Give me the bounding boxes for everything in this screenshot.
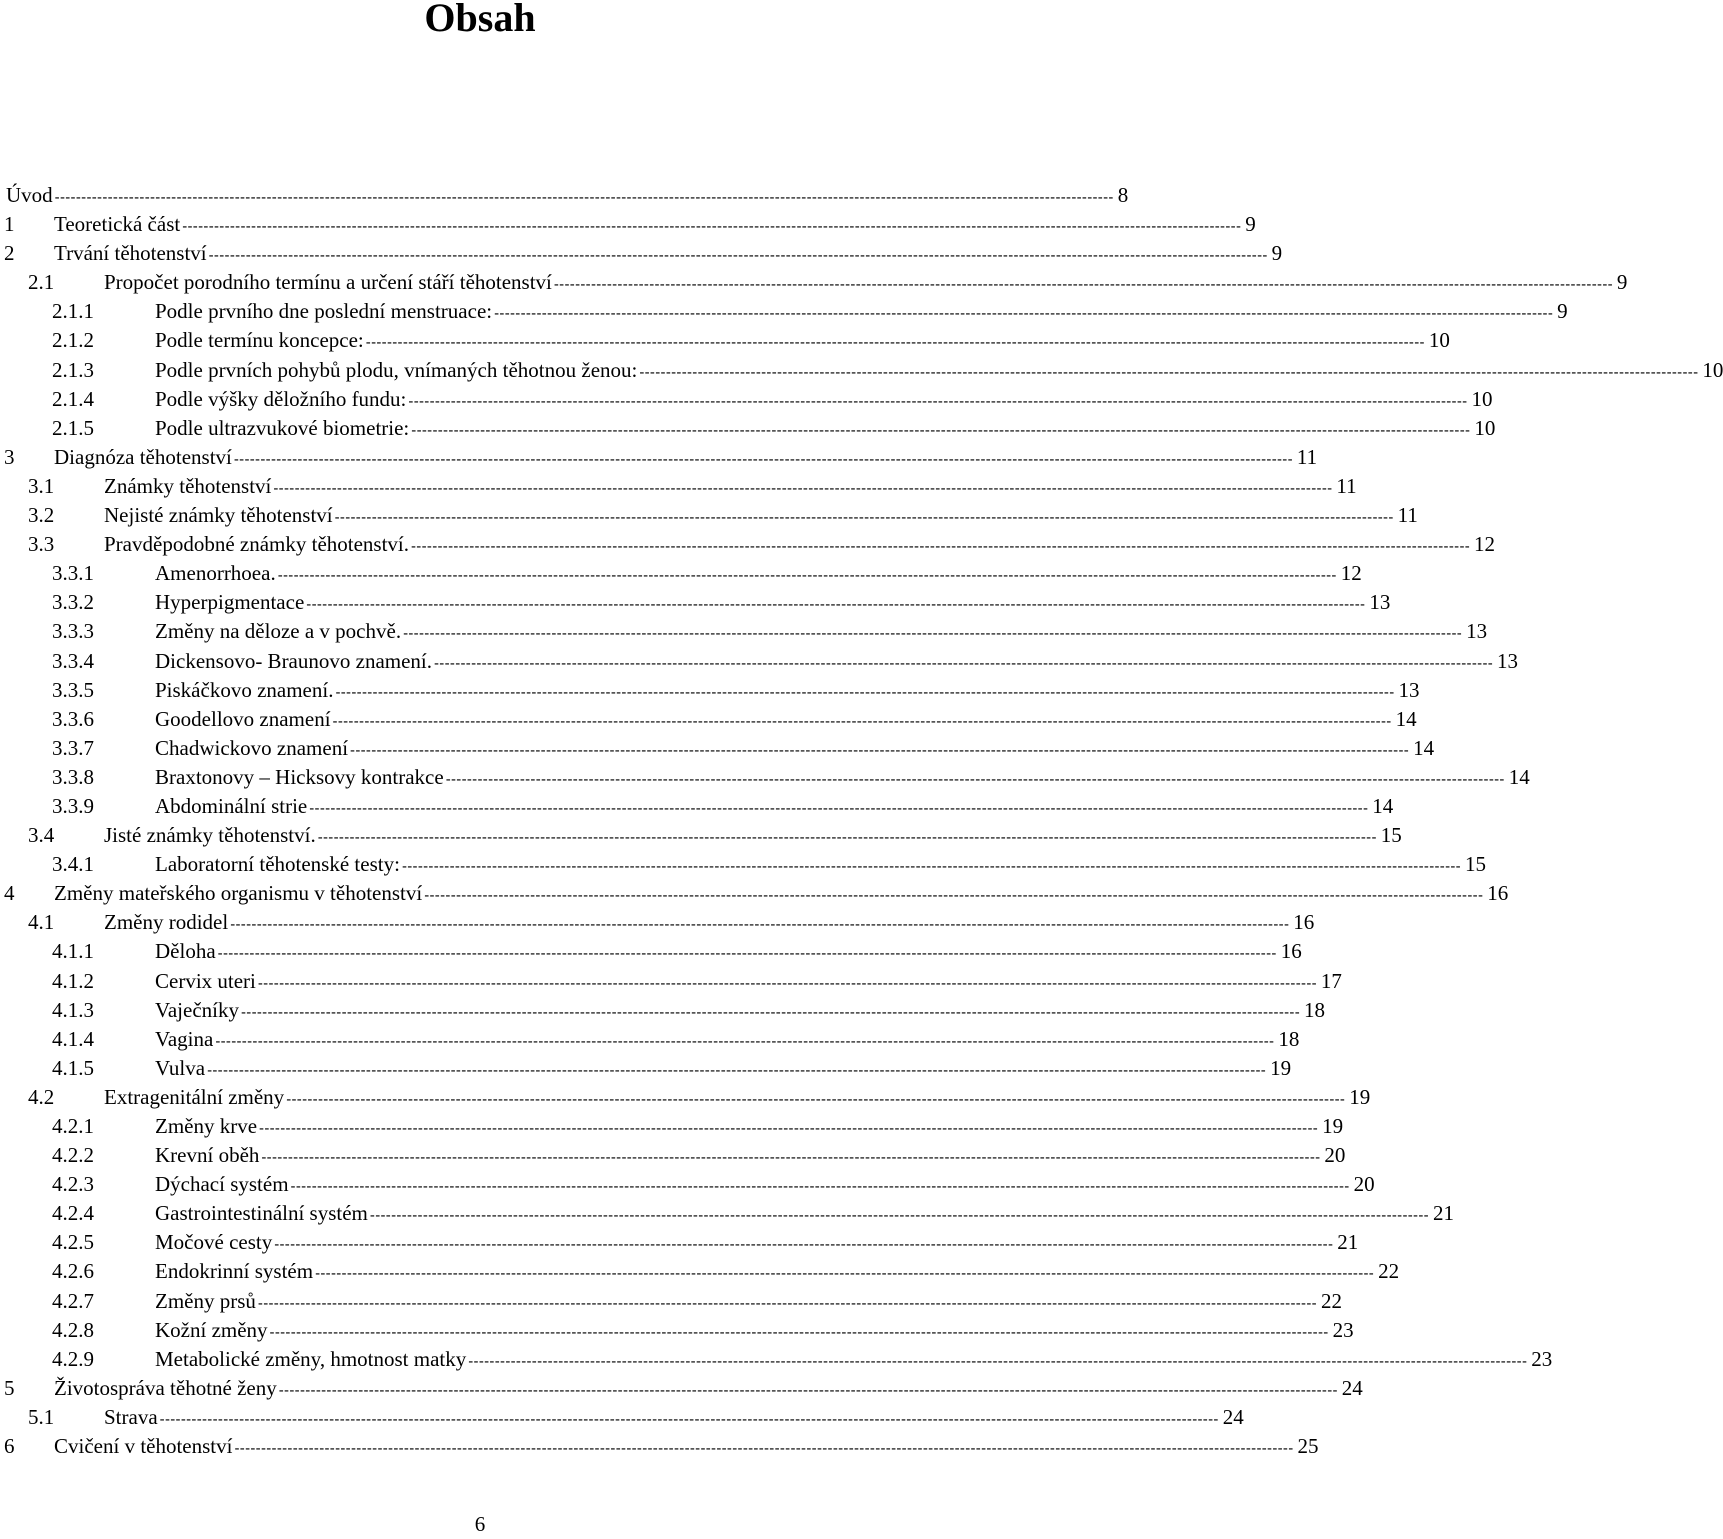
- toc-entry-number: 4.1.4: [52, 1026, 94, 1051]
- toc-leader-dashes: --------------------------------------------------------------------------------------------------------------------------------------------------------------------------------------------------------: [234, 1440, 1294, 1458]
- toc-entry-number: 4.2: [28, 1084, 55, 1109]
- toc-entry-page: 16: [1293, 910, 1315, 935]
- toc-entry-page: 20: [1353, 1172, 1375, 1197]
- toc-entry-page: 23: [1332, 1317, 1354, 1342]
- toc-entry-title: Nejisté známky těhotenství: [104, 501, 335, 530]
- toc-entry-title: Cervix uteri: [155, 967, 258, 996]
- toc-entry-page: 11: [1336, 473, 1357, 498]
- toc-entry-page: 13: [1466, 619, 1488, 644]
- toc-entry-title: Podle ultrazvukové biometrie:: [155, 414, 411, 443]
- toc-leader-dashes: --------------------------------------------------------------------------------------------------------------------------------------------------------------------------------------------------------: [445, 770, 1505, 788]
- toc-entry-number: 3.3.3: [52, 619, 94, 644]
- toc-entry[interactable]: [0, 588, 1391, 617]
- toc-leader-dashes: --------------------------------------------------------------------------------------------------------------------------------------------------------------------------------------------------------: [273, 479, 1333, 497]
- toc-leader-dashes: --------------------------------------------------------------------------------------------------------------------------------------------------------------------------------------------------------: [403, 625, 1463, 643]
- toc-entry-page: 21: [1432, 1201, 1454, 1226]
- toc-entry-number: 3.3.5: [52, 677, 94, 702]
- toc-entry-title: Kožní změny: [155, 1316, 270, 1345]
- toc-entry-number: 2.1.2: [52, 328, 94, 353]
- toc-entry[interactable]: [0, 850, 1486, 879]
- toc-leader-dashes: --------------------------------------------------------------------------------------------------------------------------------------------------------------------------------------------------------: [240, 1003, 1301, 1021]
- toc-entry-title: Dýchací systém: [155, 1170, 291, 1199]
- toc-entry[interactable]: [0, 559, 1362, 588]
- toc-entry-number: 4: [4, 881, 15, 906]
- toc-entry[interactable]: [0, 1025, 1300, 1054]
- toc-entry-title: Podle výšky děložního fundu:: [155, 385, 408, 414]
- toc-entry[interactable]: [0, 443, 1318, 472]
- toc-entry[interactable]: [0, 1287, 1342, 1316]
- toc-leader-dashes: --------------------------------------------------------------------------------------------------------------------------------------------------------------------------------------------------------: [424, 887, 1484, 905]
- toc-leader-dashes: --------------------------------------------------------------------------------------------------------------------------------------------------------------------------------------------------------: [350, 741, 1410, 759]
- toc-entry[interactable]: [0, 676, 1420, 705]
- toc-leader-dashes: --------------------------------------------------------------------------------------------------------------------------------------------------------------------------------------------------------: [261, 1149, 1321, 1167]
- toc-entry-page: 16: [1280, 939, 1302, 964]
- toc-entry[interactable]: [0, 210, 1256, 239]
- toc-entry-page: 18: [1304, 997, 1326, 1022]
- toc-entry-title: Vaječníky: [155, 996, 241, 1025]
- toc-entry-title: Úvod: [6, 181, 55, 210]
- toc-leader-dashes: --------------------------------------------------------------------------------------------------------------------------------------------------------------------------------------------------------: [208, 247, 1268, 265]
- toc-entry-page: 23: [1531, 1346, 1553, 1371]
- toc-entry[interactable]: [0, 821, 1402, 850]
- toc-entry[interactable]: [0, 326, 1450, 355]
- toc-entry-page: 9: [1245, 212, 1256, 237]
- toc-entry-page: 19: [1322, 1114, 1344, 1138]
- toc-entry-title: Pravděpodobné známky těhotenství.: [104, 530, 411, 559]
- toc-entry-number: 5: [4, 1375, 15, 1400]
- toc-entry-page: 14: [1395, 706, 1417, 731]
- toc-leader-dashes: --------------------------------------------------------------------------------------------------------------------------------------------------------------------------------------------------------: [468, 1352, 1528, 1370]
- toc-entry-title: Propočet porodního termínu a určení stáří těhotenství: [104, 268, 554, 297]
- toc-entry[interactable]: [0, 268, 1628, 297]
- toc-entry-number: 3.3.1: [52, 561, 94, 586]
- toc-entry-title: Strava: [104, 1403, 160, 1432]
- toc-entry-page: 9: [1271, 241, 1283, 266]
- toc-entry-number: 2.1.4: [52, 386, 94, 411]
- toc-entry[interactable]: [0, 414, 1496, 443]
- toc-entry-title: Dickensovo- Braunovo znamení.: [155, 647, 434, 676]
- toc-entry-number: 3.3.6: [52, 706, 94, 731]
- toc-entry[interactable]: [0, 937, 1302, 966]
- toc-leader-dashes: --------------------------------------------------------------------------------------------------------------------------------------------------------------------------------------------------------: [230, 916, 1290, 934]
- toc-entry-page: 11: [1296, 444, 1318, 469]
- toc-entry-number: 4.2.1: [52, 1114, 94, 1138]
- toc-leader-dashes: --------------------------------------------------------------------------------------------------------------------------------------------------------------------------------------------------------: [182, 218, 1242, 236]
- toc-entry-number: 3.4: [28, 823, 55, 848]
- toc-entry-number: 4.2.5: [52, 1230, 94, 1255]
- toc-entry-page: 14: [1372, 793, 1394, 818]
- toc-entry-title: Extragenitální změny: [104, 1083, 286, 1112]
- toc-entry[interactable]: [0, 1257, 1400, 1286]
- toc-entry-title: Změny na děloze a v pochvě.: [155, 617, 403, 646]
- toc-entry[interactable]: [0, 996, 1326, 1025]
- toc-entry-number: 2.1.1: [52, 299, 94, 324]
- toc-leader-dashes: --------------------------------------------------------------------------------------------------------------------------------------------------------------------------------------------------------: [315, 1265, 1375, 1283]
- toc-leader-dashes: --------------------------------------------------------------------------------------------------------------------------------------------------------------------------------------------------------: [215, 1032, 1275, 1050]
- toc-entry-title: Teoretická část: [54, 210, 182, 239]
- toc-entry-page: 18: [1278, 1026, 1300, 1051]
- toc-entry[interactable]: [0, 617, 1488, 646]
- toc-entry[interactable]: [0, 385, 1493, 414]
- toc-entry-title: Metabolické změny, hmotnost matky: [155, 1345, 468, 1374]
- toc-entry[interactable]: [0, 879, 1509, 908]
- toc-entry-page: 24: [1341, 1375, 1363, 1400]
- toc-entry-title: Vulva: [155, 1054, 207, 1083]
- toc-entry-page: 16: [1487, 881, 1509, 906]
- toc-entry-number: 4.1: [28, 910, 55, 935]
- toc-leader-dashes: --------------------------------------------------------------------------------------------------------------------------------------------------------------------------------------------------------: [257, 974, 1317, 992]
- toc-entry-number: 3.2: [28, 503, 55, 528]
- toc-entry-title: Podle prvních pohybů plodu, vnímaných těhotnou ženou:: [155, 356, 639, 385]
- toc-entry[interactable]: [0, 967, 1342, 996]
- toc-entry-number: 5.1: [28, 1404, 55, 1429]
- toc-entry-title: Cvičení v těhotenství: [54, 1432, 234, 1461]
- toc-entry[interactable]: [0, 1170, 1375, 1199]
- toc-leader-dashes: --------------------------------------------------------------------------------------------------------------------------------------------------------------------------------------------------------: [408, 392, 1468, 410]
- toc-entry[interactable]: [0, 1112, 1344, 1141]
- toc-leader-dashes: --------------------------------------------------------------------------------------------------------------------------------------------------------------------------------------------------------: [335, 683, 1395, 701]
- toc-leader-dashes: --------------------------------------------------------------------------------------------------------------------------------------------------------------------------------------------------------: [269, 1323, 1329, 1341]
- toc-entry-title: Známky těhotenství: [104, 472, 273, 501]
- toc-leader-dashes: --------------------------------------------------------------------------------------------------------------------------------------------------------------------------------------------------------: [332, 712, 1392, 730]
- toc-leader-dashes: --------------------------------------------------------------------------------------------------------------------------------------------------------------------------------------------------------: [159, 1410, 1219, 1428]
- toc-entry-number: 2.1: [28, 270, 55, 295]
- toc-entry-page: 20: [1324, 1143, 1346, 1168]
- toc-entry[interactable]: [0, 1403, 1244, 1432]
- toc-leader-dashes: --------------------------------------------------------------------------------------------------------------------------------------------------------------------------------------------------------: [274, 1236, 1334, 1254]
- toc-entry-page: 22: [1320, 1288, 1342, 1313]
- toc-entry[interactable]: [0, 1083, 1371, 1112]
- toc-entry-page: 8: [1117, 183, 1129, 207]
- toc-entry-page: 13: [1497, 648, 1519, 673]
- toc-entry-number: 2: [4, 241, 15, 266]
- toc-entry-title: Změny mateřského organismu v těhotenství: [54, 879, 424, 908]
- toc-entry-number: 3.3.2: [52, 590, 94, 615]
- toc-leader-dashes: --------------------------------------------------------------------------------------------------------------------------------------------------------------------------------------------------------: [217, 945, 1277, 963]
- toc-entry-page: 10: [1474, 415, 1496, 440]
- toc-entry-number: 4.2.7: [52, 1288, 94, 1313]
- toc-entry[interactable]: [0, 501, 1418, 530]
- toc-leader-dashes: --------------------------------------------------------------------------------------------------------------------------------------------------------------------------------------------------------: [286, 1090, 1346, 1108]
- toc-entry-number: 3.3.7: [52, 735, 94, 760]
- toc-entry-page: 19: [1349, 1084, 1371, 1109]
- table-of-contents: [0, 181, 1723, 1461]
- toc-entry-number: 3.3: [28, 532, 55, 557]
- toc-entry-title: Trvání těhotenství: [54, 239, 209, 268]
- toc-entry-title: Abdominální strie: [155, 792, 309, 821]
- toc-entry-title: Endokrinní systém: [155, 1257, 315, 1286]
- toc-entry[interactable]: [0, 239, 1283, 268]
- toc-entry-number: 4.2.9: [52, 1346, 94, 1371]
- toc-entry-page: 13: [1369, 590, 1391, 615]
- toc-leader-dashes: --------------------------------------------------------------------------------------------------------------------------------------------------------------------------------------------------------: [494, 305, 1554, 323]
- toc-leader-dashes: --------------------------------------------------------------------------------------------------------------------------------------------------------------------------------------------------------: [401, 858, 1461, 876]
- toc-entry-number: 3.3.8: [52, 764, 94, 789]
- toc-leader-dashes: --------------------------------------------------------------------------------------------------------------------------------------------------------------------------------------------------------: [54, 189, 1114, 206]
- toc-entry-page: 19: [1270, 1055, 1292, 1080]
- page-number: 6: [474, 1512, 486, 1536]
- toc-entry-page: 15: [1464, 852, 1486, 877]
- toc-entry-number: 3.4.1: [52, 852, 94, 877]
- toc-entry-number: 6: [4, 1434, 15, 1459]
- toc-entry[interactable]: [0, 1316, 1354, 1345]
- toc-entry[interactable]: [0, 1228, 1359, 1257]
- toc-leader-dashes: --------------------------------------------------------------------------------------------------------------------------------------------------------------------------------------------------------: [365, 334, 1425, 352]
- toc-leader-dashes: --------------------------------------------------------------------------------------------------------------------------------------------------------------------------------------------------------: [317, 829, 1377, 847]
- toc-entry-page: 13: [1398, 677, 1420, 702]
- toc-entry-number: 2.1.3: [52, 357, 94, 382]
- toc-entry-page: 24: [1222, 1404, 1244, 1429]
- toc-entry[interactable]: [0, 1054, 1292, 1083]
- toc-entry-title: Děloha: [155, 937, 218, 966]
- toc-entry-page: 9: [1557, 299, 1568, 324]
- toc-entry[interactable]: [0, 1374, 1363, 1403]
- toc-entry-page: 12: [1474, 532, 1496, 557]
- toc-leader-dashes: --------------------------------------------------------------------------------------------------------------------------------------------------------------------------------------------------------: [434, 654, 1494, 672]
- toc-entry-number: 4.1.5: [52, 1055, 94, 1080]
- toc-entry[interactable]: [0, 705, 1417, 734]
- toc-entry[interactable]: [0, 647, 1519, 676]
- toc-entry-title: Jisté známky těhotenství.: [104, 821, 318, 850]
- toc-entry[interactable]: [0, 1199, 1454, 1228]
- toc-leader-dashes: --------------------------------------------------------------------------------------------------------------------------------------------------------------------------------------------------------: [290, 1178, 1350, 1196]
- toc-entry[interactable]: [0, 908, 1315, 937]
- toc-entry[interactable]: [0, 734, 1435, 763]
- toc-entry-number: 2.1.5: [52, 415, 94, 440]
- toc-entry-page: 10: [1702, 357, 1723, 382]
- toc-leader-dashes: --------------------------------------------------------------------------------------------------------------------------------------------------------------------------------------------------------: [639, 363, 1699, 381]
- toc-entry-title: Krevní oběh: [155, 1141, 261, 1170]
- toc-leader-dashes: --------------------------------------------------------------------------------------------------------------------------------------------------------------------------------------------------------: [369, 1207, 1429, 1225]
- toc-entry-title: Změny prsů: [155, 1287, 258, 1316]
- toc-entry[interactable]: [0, 472, 1357, 501]
- toc-entry-page: 14: [1508, 764, 1530, 789]
- toc-entry-title: Piskáčkovo znamení.: [155, 676, 335, 705]
- toc-entry-number: 1: [4, 212, 15, 237]
- toc-leader-dashes: --------------------------------------------------------------------------------------------------------------------------------------------------------------------------------------------------------: [411, 538, 1471, 556]
- toc-entry-title: Chadwickovo znamení: [155, 734, 350, 763]
- toc-leader-dashes: --------------------------------------------------------------------------------------------------------------------------------------------------------------------------------------------------------: [233, 450, 1293, 468]
- toc-entry-title: Amenorrhoea.: [155, 559, 278, 588]
- toc-entry-page: 12: [1340, 561, 1362, 586]
- toc-entry-page: 10: [1471, 386, 1493, 411]
- toc-entry-title: Hyperpigmentace: [155, 588, 306, 617]
- toc-entry-number: 4.1.3: [52, 997, 94, 1022]
- toc-leader-dashes: --------------------------------------------------------------------------------------------------------------------------------------------------------------------------------------------------------: [411, 421, 1471, 439]
- toc-entry-page: 21: [1337, 1230, 1359, 1255]
- toc-entry-title: Podle prvního dne poslední menstruace:: [155, 297, 494, 326]
- toc-entry[interactable]: [0, 763, 1530, 792]
- toc-entry-title: Goodellovo znamení: [155, 705, 333, 734]
- toc-entry[interactable]: [0, 530, 1496, 559]
- toc-leader-dashes: --------------------------------------------------------------------------------------------------------------------------------------------------------------------------------------------------------: [553, 276, 1613, 294]
- toc-entry-page: 17: [1320, 968, 1342, 993]
- toc-entry[interactable]: [0, 356, 1723, 385]
- toc-entry-number: 4.2.4: [52, 1201, 94, 1226]
- toc-entry-title: Braxtonovy – Hicksovy kontrakce: [155, 763, 446, 792]
- toc-entry-title: Změny krve: [155, 1112, 259, 1141]
- toc-entry-number: 4.2.3: [52, 1172, 94, 1197]
- toc-entry-title: Diagnóza těhotenství: [54, 443, 234, 472]
- toc-entry-page: 11: [1397, 503, 1418, 528]
- toc-entry-number: 3.3.9: [52, 793, 94, 818]
- toc-entry[interactable]: [0, 1141, 1346, 1170]
- toc-entry[interactable]: [0, 1432, 1319, 1461]
- toc-entry-title: Životospráva těhotné ženy: [54, 1374, 279, 1403]
- toc-leader-dashes: --------------------------------------------------------------------------------------------------------------------------------------------------------------------------------------------------------: [278, 1381, 1338, 1399]
- toc-leader-dashes: --------------------------------------------------------------------------------------------------------------------------------------------------------------------------------------------------------: [309, 799, 1369, 817]
- toc-entry-number: 3.3.4: [52, 648, 94, 673]
- toc-entry-title: Laboratorní těhotenské testy:: [155, 850, 402, 879]
- toc-leader-dashes: --------------------------------------------------------------------------------------------------------------------------------------------------------------------------------------------------------: [257, 1294, 1317, 1312]
- toc-leader-dashes: --------------------------------------------------------------------------------------------------------------------------------------------------------------------------------------------------------: [259, 1120, 1319, 1137]
- toc-entry-number: 4.1.1: [52, 939, 94, 964]
- page-title: Obsah: [424, 0, 536, 40]
- toc-entry-title: Vagina: [155, 1025, 215, 1054]
- toc-entry-page: 10: [1428, 328, 1450, 353]
- toc-entry[interactable]: [0, 181, 1129, 210]
- toc-entry-number: 4.1.2: [52, 968, 94, 993]
- toc-entry-number: 3.1: [28, 473, 55, 498]
- toc-entry[interactable]: [0, 1345, 1553, 1374]
- toc-entry[interactable]: [0, 792, 1394, 821]
- toc-entry-title: Změny rodidel: [104, 908, 230, 937]
- toc-entry-number: 3: [4, 444, 15, 469]
- toc-entry-title: Močové cesty: [155, 1228, 274, 1257]
- toc-entry-page: 9: [1616, 270, 1628, 295]
- toc-entry-title: Podle termínu koncepce:: [155, 326, 366, 355]
- toc-entry[interactable]: [0, 297, 1568, 326]
- toc-entry-page: 15: [1380, 823, 1402, 848]
- toc-entry-page: 14: [1413, 735, 1435, 760]
- toc-entry-number: 4.2.2: [52, 1143, 94, 1168]
- toc-entry-title: Gastrointestinální systém: [155, 1199, 370, 1228]
- toc-entry-page: 22: [1378, 1259, 1400, 1284]
- toc-leader-dashes: --------------------------------------------------------------------------------------------------------------------------------------------------------------------------------------------------------: [306, 596, 1366, 614]
- toc-entry-page: 25: [1297, 1434, 1319, 1459]
- toc-leader-dashes: --------------------------------------------------------------------------------------------------------------------------------------------------------------------------------------------------------: [334, 509, 1394, 527]
- toc-leader-dashes: --------------------------------------------------------------------------------------------------------------------------------------------------------------------------------------------------------: [207, 1061, 1267, 1079]
- toc-entry-number: 4.2.8: [52, 1317, 94, 1342]
- toc-leader-dashes: --------------------------------------------------------------------------------------------------------------------------------------------------------------------------------------------------------: [277, 567, 1337, 585]
- toc-entry-number: 4.2.6: [52, 1259, 94, 1284]
